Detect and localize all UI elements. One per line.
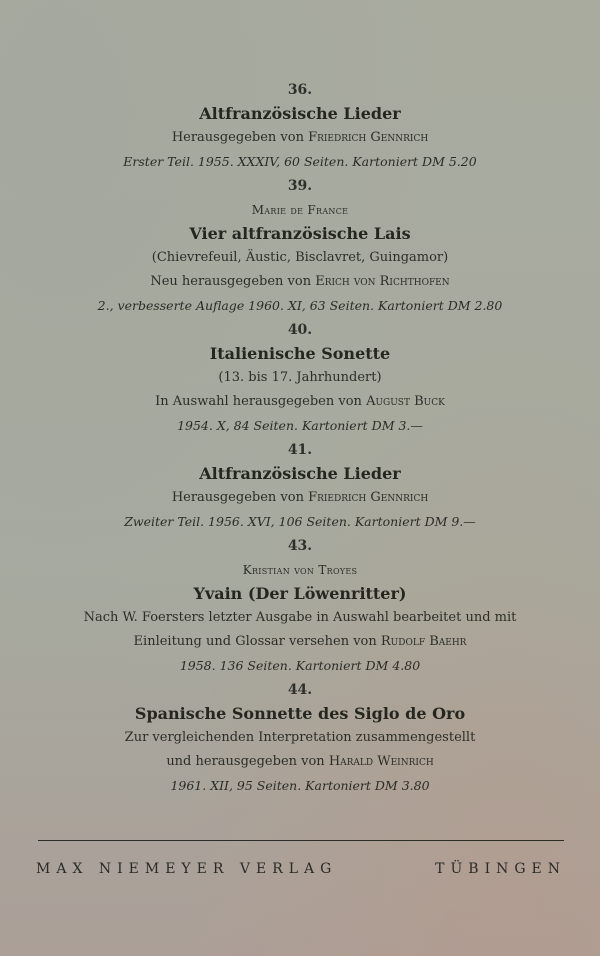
editor-prefix: Herausgegeben von	[171, 490, 309, 505]
footer-divider	[38, 840, 564, 841]
entry-publication: Erster Teil. 1955. XXXIV, 60 Seiten. Kartoniert DM 5.20	[123, 154, 477, 169]
catalog-list	[0, 78, 600, 798]
entry-publication: 1954. X, 84 Seiten. Kartoniert DM 3.—	[177, 418, 423, 433]
entry-publication: Zweiter Teil. 1956. XVI, 106 Seiten. Kartoniert DM 9.—	[124, 514, 476, 529]
entry-number: 44.	[287, 682, 313, 698]
entry-title: Spanische Sonnette des Siglo de Oro	[134, 704, 466, 723]
entry-editor	[0, 126, 600, 150]
editor-prefix: Neu herausgegeben von	[150, 274, 316, 289]
catalog-entry-36	[0, 78, 600, 174]
editor-name: Rudolf Baehr	[380, 634, 467, 649]
publisher-city: TÜBINGEN	[435, 861, 566, 877]
catalog-entry-39	[0, 174, 600, 318]
editor-prefix: und herausgegeben von	[166, 754, 329, 769]
entry-editor	[0, 750, 600, 774]
editor-prefix: Einleitung und Glossar versehen von	[133, 634, 381, 649]
entry-number: 43.	[287, 538, 313, 554]
entry-publication: 2., verbesserte Auflage 1960. XI, 63 Seiten. Kartoniert DM 2.80	[97, 298, 503, 313]
entry-publication: 1961. XII, 95 Seiten. Kartoniert DM 3.80	[170, 778, 430, 793]
editor-name: August Buck	[366, 394, 445, 409]
entry-author: Marie de France	[251, 203, 349, 217]
entry-editor	[0, 630, 600, 654]
entry-editor	[0, 390, 600, 414]
entry-number: 39.	[287, 178, 313, 194]
entry-subtitle: (13. bis 17. Jahrhundert)	[218, 370, 382, 385]
catalog-entry-40	[0, 318, 600, 438]
entry-title: Yvain (Der Löwenritter)	[193, 584, 407, 603]
entry-title: Altfranzösische Lieder	[199, 104, 401, 123]
entry-publication: 1958. 136 Seiten. Kartoniert DM 4.80	[179, 658, 421, 673]
catalog-entry-41	[0, 438, 600, 534]
editor-name: Erich von Richthofen	[315, 274, 450, 289]
entry-description: Nach W. Foersters letzter Ausgabe in Auswahl bearbeitet und mit	[83, 610, 517, 625]
editor-prefix: In Auswahl herausgegeben von	[155, 394, 367, 409]
editor-prefix: Herausgegeben von	[171, 130, 309, 145]
entry-number: 40.	[287, 322, 313, 338]
entry-number: 36.	[287, 82, 313, 98]
editor-name: Friedrich Gennrich	[308, 490, 429, 505]
entry-title: Altfranzösische Lieder	[199, 464, 401, 483]
publisher-footer	[36, 859, 566, 879]
entry-subtitle: (Chievrefeuil, Äustic, Bisclavret, Guingamor)	[151, 250, 449, 265]
entry-number: 41.	[287, 442, 313, 458]
entry-editor	[0, 486, 600, 510]
editor-name: Friedrich Gennrich	[308, 130, 429, 145]
entry-title: Vier altfranzösische Lais	[189, 224, 411, 243]
entry-description: Zur vergleichenden Interpretation zusammengestellt	[124, 730, 476, 745]
entry-editor	[0, 270, 600, 294]
entry-title: Italienische Sonette	[209, 344, 391, 363]
catalog-entry-44	[0, 678, 600, 798]
catalog-entry-43	[0, 534, 600, 678]
publisher-name: MAX NIEMEYER VERLAG	[36, 861, 338, 877]
entry-author: Kristian von Troyes	[242, 563, 358, 577]
editor-name: Harald Weinrich	[328, 754, 434, 769]
